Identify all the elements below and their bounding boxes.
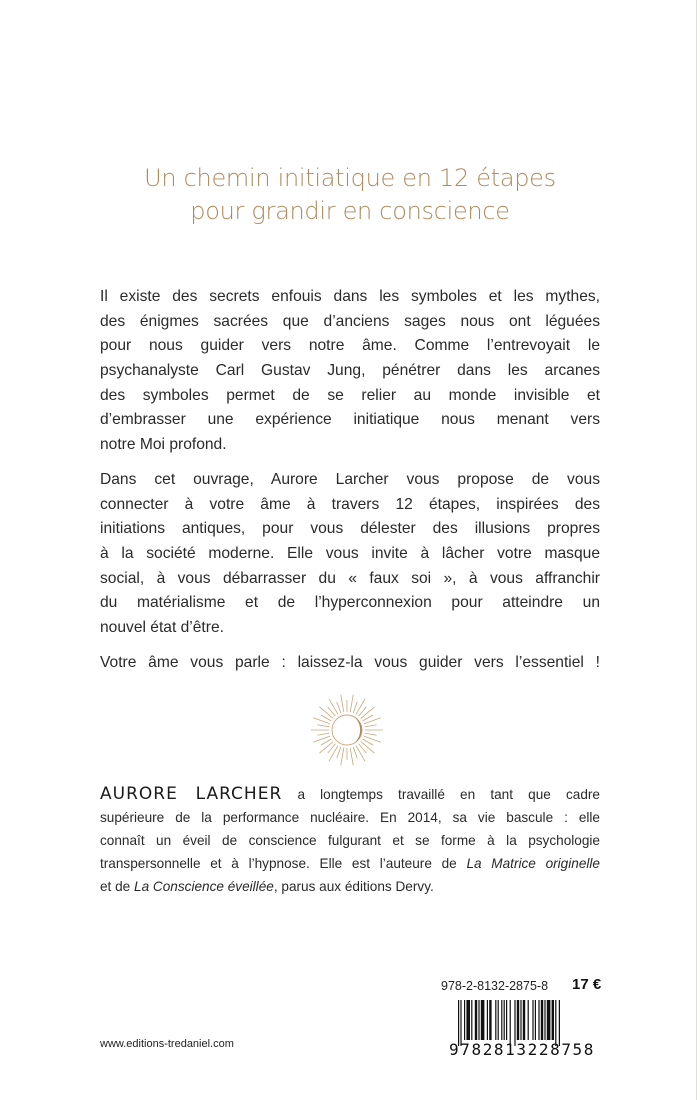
sun-ray	[317, 733, 329, 735]
sun-ray	[356, 699, 365, 715]
text-line: social, à vous débarrasser du « faux soi », à vous affranchir	[100, 569, 600, 587]
sun-ray	[356, 746, 365, 762]
text-line: du matérialisme et de l’hyperconnexion pour atteindre un	[100, 594, 600, 612]
text-segment: et de	[100, 879, 135, 894]
barcode-bar	[475, 1000, 477, 1040]
text-line: des énigmes sacrées que d’anciens sages nous ont léguées	[100, 312, 600, 330]
text-line: Dans cet ouvrage, Aurore Larcher vous propose de vous	[100, 471, 600, 488]
barcode-bar	[520, 1000, 521, 1040]
summary-paragraph	[100, 468, 600, 641]
barcode-bar	[481, 1000, 485, 1040]
tagline-line-2: pour grandir en conscience	[190, 197, 510, 225]
barcode-bar	[552, 1000, 554, 1040]
sun-ray	[337, 702, 341, 713]
barcode-bar	[464, 1000, 465, 1040]
text-line: initiations antiques, pour vous délester des illusions propres	[100, 520, 600, 538]
barcode-bar	[538, 1000, 539, 1040]
barcode-bar	[532, 1000, 533, 1040]
barcode-bar	[528, 1000, 529, 1040]
barcode-bar	[547, 1000, 551, 1040]
barcode-bar	[466, 1000, 470, 1040]
sun-ray	[341, 695, 344, 713]
text-line: à la société moderne. Elle vous invite à lâcher votre masque	[100, 545, 600, 563]
barcode-bar	[478, 1000, 479, 1040]
barcode-bar	[489, 1000, 491, 1040]
barcode-bar	[517, 1000, 519, 1040]
closing-paragraph	[100, 651, 600, 676]
author-name: AURORE LARCHER	[100, 784, 283, 804]
text-line: connecter à votre âme à travers 12 étapes, inspirées des	[100, 495, 600, 513]
price: 17 €	[572, 976, 602, 993]
barcode-bar	[541, 1000, 543, 1040]
sun-ray	[337, 747, 341, 758]
text-segment: a longtemps travaillé en tant que cadre	[282, 787, 600, 802]
barcode-bar	[504, 1000, 505, 1040]
barcode-bar	[544, 1000, 545, 1040]
sun-ray	[350, 695, 353, 713]
sun-ray	[365, 725, 377, 727]
isbn: 978-2-8132-2875-8	[441, 979, 549, 993]
sun-ray	[365, 733, 377, 735]
text-line: notre Moi profond.	[100, 436, 227, 454]
intro-paragraph	[100, 285, 600, 458]
sun-ray	[319, 707, 333, 719]
sun-ray	[353, 702, 357, 713]
text-line: Votre âme vous parle : laissez-la vous guider vers l’essentiel !	[100, 654, 600, 671]
sun-ray	[353, 747, 357, 758]
text-line: des symboles permet de se relier au monde invisible et	[100, 386, 600, 404]
text-line: connaît un éveil de conscience fulgurant et se forme à la psychologie	[100, 833, 600, 848]
barcode-bar	[535, 1000, 536, 1040]
book-title: La Matrice originelle	[466, 856, 600, 871]
barcode-bar	[495, 1000, 496, 1040]
text-line: d’embrasser une expérience initiatique nous menant vers	[100, 411, 600, 429]
sun-ray	[317, 725, 329, 727]
sun-ray	[329, 746, 338, 762]
sun-ray	[319, 742, 333, 754]
barcode-bar	[501, 1000, 502, 1040]
sun-ray	[329, 699, 338, 715]
text-line: nouvel état d’être.	[100, 619, 224, 637]
author-bio	[100, 783, 600, 898]
publisher-website: www.editions-tredaniel.com	[100, 1038, 234, 1050]
sun-ray	[350, 748, 353, 766]
text-segment: , parus aux éditions Dervy.	[273, 879, 434, 894]
text-line: Il existe des secrets enfouis dans les symboles et les mythes,	[100, 288, 600, 305]
barcode-bar	[471, 1000, 472, 1040]
barcode-bar	[498, 1000, 499, 1040]
sun-moon-emblem-icon	[307, 690, 387, 770]
sun-ray	[361, 742, 375, 754]
sun-ray	[361, 707, 375, 719]
book-title: La Conscience éveillée	[134, 879, 274, 894]
tagline-line-1: Un chemin initiatique en 12 étapes	[144, 164, 556, 192]
text-line: supérieure de la performance nucléaire. En 2014, sa vie bascule : elle	[100, 810, 600, 825]
text-line: psychanalyste Carl Gustav Jung, pénétrer dans les arcanes	[100, 362, 600, 380]
barcode-number: 9782813228758	[449, 1040, 596, 1059]
barcode-bar	[487, 1000, 488, 1040]
barcode-bar	[506, 1000, 507, 1040]
sun-ray	[341, 748, 344, 766]
barcode-bar	[523, 1000, 525, 1040]
text-line: pour nous guider vers notre âme. Comme l’entrevoyait le	[100, 337, 600, 355]
text-segment: transpersonnelle et à l’hypnose. Elle est l’auteure de	[100, 856, 467, 871]
